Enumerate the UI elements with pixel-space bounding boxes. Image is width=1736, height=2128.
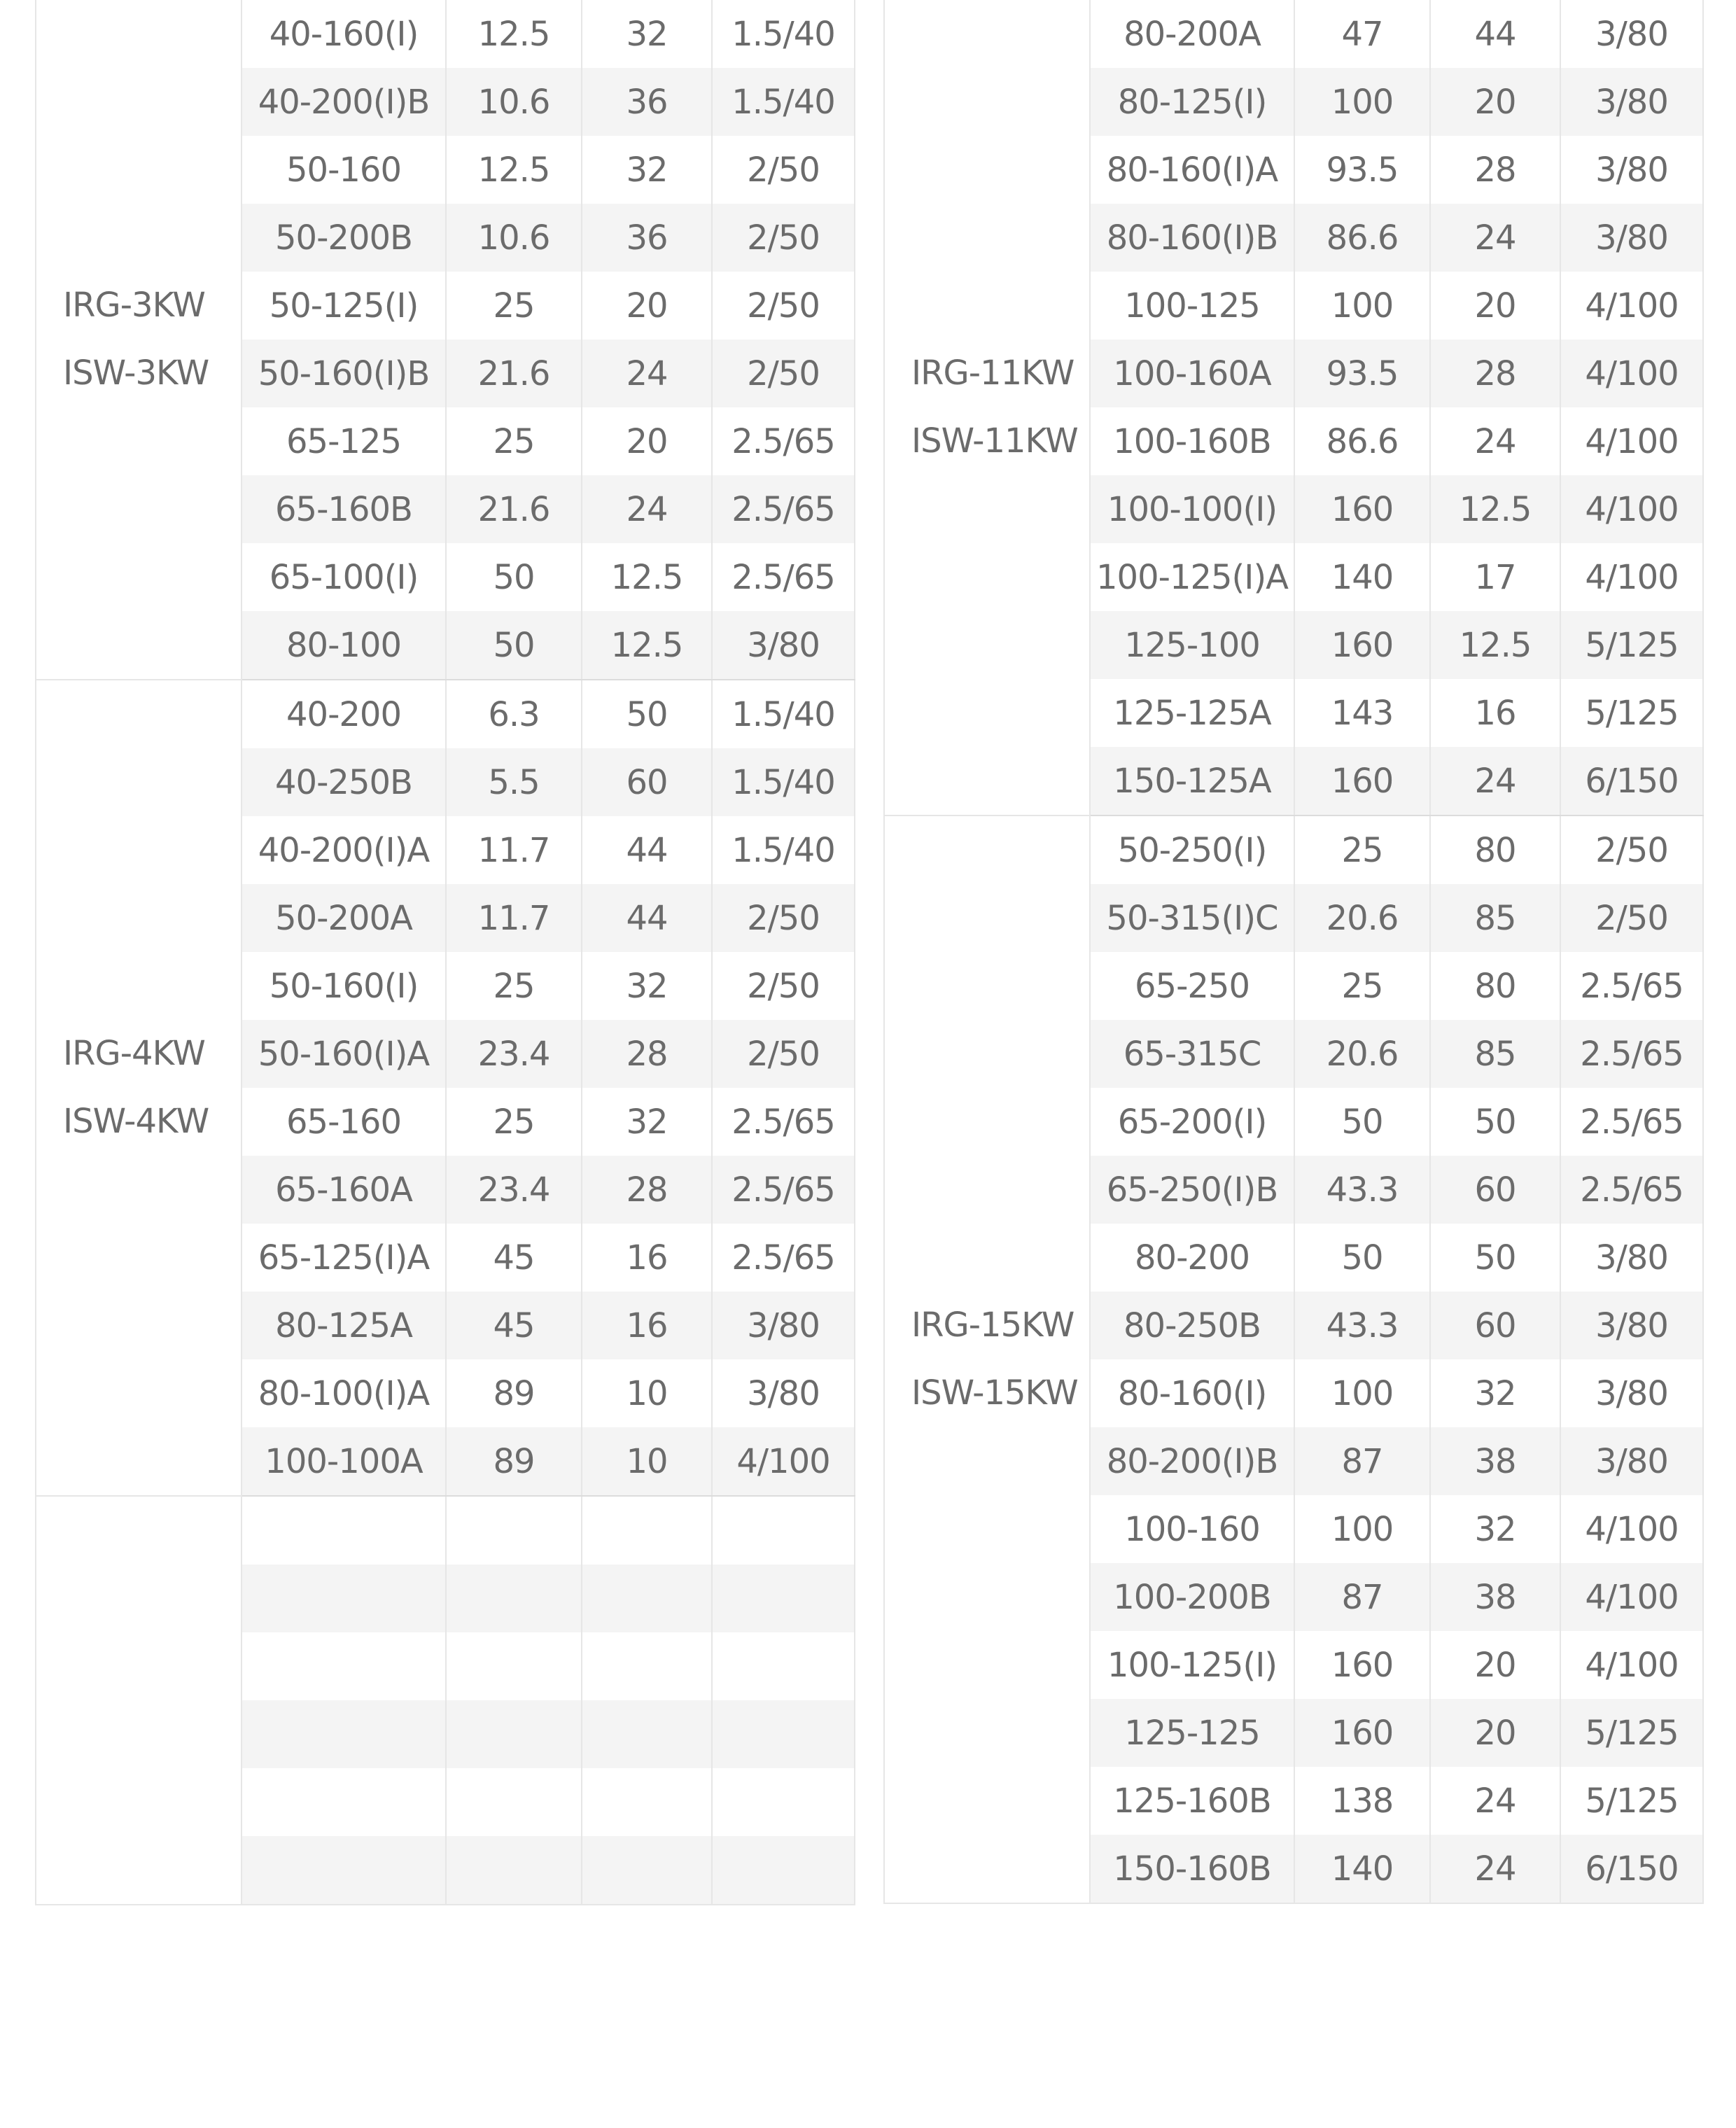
pump-model-cell: 40-250B	[241, 748, 446, 816]
pipe-size-cell: 3/80	[1560, 204, 1703, 272]
head-cell: 32	[582, 1088, 712, 1156]
head-cell: 38	[1430, 1563, 1560, 1631]
pipe-size-cell: 2.5/65	[1560, 952, 1703, 1020]
head-cell: 80	[1430, 816, 1560, 884]
flow-cell: 160	[1294, 1631, 1430, 1699]
pipe-size-cell: 2.5/65	[712, 475, 855, 543]
pump-model-cell: 40-200(I)A	[241, 816, 446, 884]
flow-cell: 11.7	[446, 884, 582, 952]
head-cell: 17	[1430, 543, 1560, 611]
head-cell: 20	[582, 407, 712, 475]
pipe-size-cell: 3/80	[712, 1292, 855, 1359]
pipe-size-cell: 2.5/65	[1560, 1020, 1703, 1088]
flow-cell: 5.5	[446, 748, 582, 816]
pipe-size-cell: 5/125	[1560, 679, 1703, 747]
flow-cell: 20.6	[1294, 1020, 1430, 1088]
head-cell: 85	[1430, 1020, 1560, 1088]
pipe-size-cell: 4/100	[1560, 1631, 1703, 1699]
pump-model-cell: 100-200B	[1090, 1563, 1294, 1631]
pump-model-cell: 125-125	[1090, 1699, 1294, 1767]
model-series-name: ISW-15KW	[911, 1373, 1078, 1413]
head-cell: 24	[1430, 747, 1560, 816]
pipe-size-cell	[712, 1700, 855, 1768]
head-cell: 16	[1430, 679, 1560, 747]
flow-cell: 160	[1294, 1699, 1430, 1767]
flow-cell: 100	[1294, 68, 1430, 136]
flow-cell: 50	[1294, 1088, 1430, 1156]
pipe-size-cell: 3/80	[1560, 136, 1703, 204]
head-cell: 38	[1430, 1427, 1560, 1495]
pipe-size-cell: 2.5/65	[1560, 1156, 1703, 1224]
pipe-size-cell: 3/80	[712, 611, 855, 680]
flow-cell: 100	[1294, 272, 1430, 340]
flow-cell: 160	[1294, 611, 1430, 679]
pipe-size-cell: 3/80	[1560, 0, 1703, 68]
pump-model-cell: 150-160B	[1090, 1835, 1294, 1903]
pump-model-cell: 65-125	[241, 407, 446, 475]
model-series-name: IRG-3KW	[63, 286, 205, 325]
flow-cell: 143	[1294, 679, 1430, 747]
pipe-size-cell: 1.5/40	[712, 0, 855, 68]
head-cell: 16	[582, 1292, 712, 1359]
pump-model-cell: 50-200B	[241, 204, 446, 272]
pump-model-cell: 65-160B	[241, 475, 446, 543]
flow-cell	[446, 1632, 582, 1700]
head-cell: 28	[582, 1156, 712, 1224]
flow-cell: 11.7	[446, 816, 582, 884]
pipe-size-cell: 1.5/40	[712, 748, 855, 816]
model-series-name: IRG-11KW	[911, 354, 1074, 393]
pipe-size-cell: 2/50	[712, 272, 855, 340]
pipe-size-cell: 2.5/65	[712, 1224, 855, 1292]
pipe-size-cell: 4/100	[1560, 340, 1703, 407]
pipe-size-cell: 5/125	[1560, 611, 1703, 679]
pump-model-cell: 50-160	[241, 136, 446, 204]
head-cell: 80	[1430, 952, 1560, 1020]
flow-cell: 12.5	[446, 0, 582, 68]
pump-model-cell: 80-160(I)	[1090, 1359, 1294, 1427]
model-group-label	[36, 1496, 241, 1905]
pipe-size-cell: 2/50	[712, 952, 855, 1020]
pump-model-cell: 125-100	[1090, 611, 1294, 679]
pump-model-cell: 65-250(I)B	[1090, 1156, 1294, 1224]
head-cell: 24	[1430, 1767, 1560, 1835]
pipe-size-cell: 2/50	[1560, 816, 1703, 884]
pump-model-cell: 50-250(I)	[1090, 816, 1294, 884]
head-cell: 85	[1430, 884, 1560, 952]
pump-model-cell: 80-100	[241, 611, 446, 680]
head-cell: 28	[1430, 340, 1560, 407]
flow-cell: 10.6	[446, 204, 582, 272]
flow-cell	[446, 1836, 582, 1905]
pipe-size-cell: 2.5/65	[712, 1088, 855, 1156]
pump-model-cell: 40-200(I)B	[241, 68, 446, 136]
pipe-size-cell: 4/100	[1560, 272, 1703, 340]
head-cell: 12.5	[1430, 475, 1560, 543]
model-series-name: IRG-15KW	[911, 1306, 1074, 1345]
flow-cell: 138	[1294, 1767, 1430, 1835]
flow-cell: 12.5	[446, 136, 582, 204]
flow-cell: 86.6	[1294, 204, 1430, 272]
pipe-size-cell: 3/80	[1560, 1359, 1703, 1427]
head-cell: 20	[1430, 68, 1560, 136]
pump-model-cell: 50-160(I)	[241, 952, 446, 1020]
flow-cell: 140	[1294, 1835, 1430, 1903]
pump-model-cell: 50-160(I)A	[241, 1020, 446, 1088]
model-series-name: ISW-11KW	[911, 421, 1078, 461]
flow-cell: 89	[446, 1427, 582, 1496]
pump-model-cell: 80-100(I)A	[241, 1359, 446, 1427]
pump-model-cell: 50-315(I)C	[1090, 884, 1294, 952]
pipe-size-cell	[712, 1632, 855, 1700]
pump-spec-table-left	[35, 0, 855, 1905]
pipe-size-cell: 4/100	[712, 1427, 855, 1496]
pipe-size-cell: 4/100	[1560, 1495, 1703, 1563]
head-cell	[582, 1564, 712, 1632]
head-cell: 10	[582, 1427, 712, 1496]
flow-cell: 93.5	[1294, 340, 1430, 407]
head-cell: 12.5	[582, 543, 712, 611]
pump-model-cell: 65-160A	[241, 1156, 446, 1224]
table-row	[884, 816, 1703, 884]
model-group-label	[36, 680, 241, 1496]
flow-cell: 21.6	[446, 340, 582, 407]
pipe-size-cell: 2.5/65	[712, 543, 855, 611]
head-cell	[582, 1700, 712, 1768]
pump-model-cell	[241, 1632, 446, 1700]
flow-cell: 160	[1294, 747, 1430, 816]
flow-cell: 25	[446, 1088, 582, 1156]
head-cell: 50	[1430, 1224, 1560, 1292]
flow-cell: 140	[1294, 543, 1430, 611]
pump-model-cell	[241, 1836, 446, 1905]
flow-cell: 25	[446, 952, 582, 1020]
flow-cell: 43.3	[1294, 1292, 1430, 1359]
pipe-size-cell	[712, 1496, 855, 1564]
head-cell: 60	[1430, 1156, 1560, 1224]
pump-model-cell: 80-200(I)B	[1090, 1427, 1294, 1495]
head-cell: 12.5	[582, 611, 712, 680]
pipe-size-cell	[712, 1768, 855, 1836]
pipe-size-cell: 2.5/65	[712, 1156, 855, 1224]
pump-model-cell: 65-100(I)	[241, 543, 446, 611]
head-cell: 32	[1430, 1359, 1560, 1427]
model-series-name: ISW-3KW	[63, 354, 209, 393]
head-cell: 32	[582, 0, 712, 68]
pipe-size-cell: 1.5/40	[712, 680, 855, 748]
pipe-size-cell	[712, 1836, 855, 1905]
pipe-size-cell: 3/80	[712, 1359, 855, 1427]
table-row	[884, 0, 1703, 68]
flow-cell: 25	[1294, 952, 1430, 1020]
flow-cell: 43.3	[1294, 1156, 1430, 1224]
pump-model-cell: 125-125A	[1090, 679, 1294, 747]
head-cell	[582, 1496, 712, 1564]
pump-model-cell: 100-100(I)	[1090, 475, 1294, 543]
flow-cell: 6.3	[446, 680, 582, 748]
head-cell: 10	[582, 1359, 712, 1427]
pump-model-cell: 100-160A	[1090, 340, 1294, 407]
pump-model-cell	[241, 1564, 446, 1632]
pump-model-cell: 100-125	[1090, 272, 1294, 340]
head-cell	[582, 1632, 712, 1700]
pipe-size-cell: 1.5/40	[712, 68, 855, 136]
flow-cell: 86.6	[1294, 407, 1430, 475]
pump-model-cell: 80-125A	[241, 1292, 446, 1359]
pump-model-cell: 50-125(I)	[241, 272, 446, 340]
pipe-size-cell: 2/50	[712, 884, 855, 952]
pump-model-cell: 100-100A	[241, 1427, 446, 1496]
model-series-name: ISW-4KW	[63, 1102, 209, 1141]
head-cell: 20	[582, 272, 712, 340]
pump-model-cell: 80-125(I)	[1090, 68, 1294, 136]
flow-cell: 25	[446, 272, 582, 340]
pump-model-cell: 65-200(I)	[1090, 1088, 1294, 1156]
pump-model-cell: 80-250B	[1090, 1292, 1294, 1359]
flow-cell	[446, 1768, 582, 1836]
head-cell: 50	[582, 680, 712, 748]
flow-cell: 87	[1294, 1427, 1430, 1495]
pump-model-cell: 80-200A	[1090, 0, 1294, 68]
flow-cell: 50	[446, 543, 582, 611]
flow-cell	[446, 1700, 582, 1768]
head-cell: 16	[582, 1224, 712, 1292]
head-cell: 32	[582, 952, 712, 1020]
flow-cell: 23.4	[446, 1156, 582, 1224]
model-series-name: IRG-4KW	[63, 1034, 205, 1073]
head-cell: 28	[582, 1020, 712, 1088]
pump-model-cell: 80-160(I)B	[1090, 204, 1294, 272]
flow-cell: 10.6	[446, 68, 582, 136]
pump-model-cell	[241, 1496, 446, 1564]
flow-cell: 47	[1294, 0, 1430, 68]
pump-model-cell: 80-160(I)A	[1090, 136, 1294, 204]
head-cell: 44	[582, 816, 712, 884]
pump-model-cell: 100-125(I)A	[1090, 543, 1294, 611]
head-cell	[582, 1768, 712, 1836]
pipe-size-cell: 5/125	[1560, 1767, 1703, 1835]
head-cell: 60	[582, 748, 712, 816]
flow-cell	[446, 1496, 582, 1564]
pump-model-cell: 65-250	[1090, 952, 1294, 1020]
pump-model-cell	[241, 1700, 446, 1768]
pump-model-cell: 65-315C	[1090, 1020, 1294, 1088]
pipe-size-cell: 3/80	[1560, 68, 1703, 136]
pipe-size-cell: 3/80	[1560, 1427, 1703, 1495]
head-cell: 32	[1430, 1495, 1560, 1563]
table-row	[36, 680, 855, 748]
flow-cell	[446, 1564, 582, 1632]
flow-cell: 93.5	[1294, 136, 1430, 204]
pump-model-cell: 100-160B	[1090, 407, 1294, 475]
flow-cell: 100	[1294, 1495, 1430, 1563]
flow-cell: 45	[446, 1224, 582, 1292]
pipe-size-cell: 5/125	[1560, 1699, 1703, 1767]
pipe-size-cell: 2.5/65	[712, 407, 855, 475]
head-cell: 36	[582, 204, 712, 272]
pipe-size-cell: 6/150	[1560, 747, 1703, 816]
head-cell: 32	[582, 136, 712, 204]
pipe-size-cell: 2/50	[712, 136, 855, 204]
model-group-label	[884, 816, 1090, 1903]
pipe-size-cell: 1.5/40	[712, 816, 855, 884]
pump-model-cell: 50-160(I)B	[241, 340, 446, 407]
pump-model-cell: 65-160	[241, 1088, 446, 1156]
pump-model-cell: 80-200	[1090, 1224, 1294, 1292]
pipe-size-cell: 4/100	[1560, 407, 1703, 475]
pipe-size-cell: 2.5/65	[1560, 1088, 1703, 1156]
flow-cell: 20.6	[1294, 884, 1430, 952]
pipe-size-cell	[712, 1564, 855, 1632]
pump-model-cell: 100-160	[1090, 1495, 1294, 1563]
pipe-size-cell: 3/80	[1560, 1224, 1703, 1292]
head-cell: 50	[1430, 1088, 1560, 1156]
pipe-size-cell: 6/150	[1560, 1835, 1703, 1903]
flow-cell: 25	[446, 407, 582, 475]
head-cell: 24	[582, 340, 712, 407]
pipe-size-cell: 3/80	[1560, 1292, 1703, 1359]
pump-model-cell: 150-125A	[1090, 747, 1294, 816]
head-cell: 12.5	[1430, 611, 1560, 679]
head-cell: 24	[1430, 407, 1560, 475]
head-cell: 28	[1430, 136, 1560, 204]
pump-model-cell: 125-160B	[1090, 1767, 1294, 1835]
head-cell: 44	[1430, 0, 1560, 68]
pipe-size-cell: 2/50	[712, 1020, 855, 1088]
flow-cell: 89	[446, 1359, 582, 1427]
head-cell: 60	[1430, 1292, 1560, 1359]
table-row	[36, 1496, 855, 1564]
head-cell: 24	[1430, 204, 1560, 272]
head-cell: 20	[1430, 1631, 1560, 1699]
pump-model-cell: 100-125(I)	[1090, 1631, 1294, 1699]
pipe-size-cell: 4/100	[1560, 543, 1703, 611]
flow-cell: 25	[1294, 816, 1430, 884]
model-group-label	[36, 0, 241, 680]
flow-cell: 50	[446, 611, 582, 680]
head-cell: 24	[582, 475, 712, 543]
pump-model-cell: 65-125(I)A	[241, 1224, 446, 1292]
flow-cell: 21.6	[446, 475, 582, 543]
pipe-size-cell: 2/50	[712, 204, 855, 272]
flow-cell: 160	[1294, 475, 1430, 543]
pipe-size-cell: 4/100	[1560, 1563, 1703, 1631]
pump-model-cell: 40-200	[241, 680, 446, 748]
flow-cell: 45	[446, 1292, 582, 1359]
flow-cell: 23.4	[446, 1020, 582, 1088]
model-group-label	[884, 0, 1090, 816]
pump-model-cell	[241, 1768, 446, 1836]
head-cell: 44	[582, 884, 712, 952]
head-cell	[582, 1836, 712, 1905]
pipe-size-cell: 4/100	[1560, 475, 1703, 543]
table-row	[36, 0, 855, 68]
head-cell: 20	[1430, 272, 1560, 340]
flow-cell: 87	[1294, 1563, 1430, 1631]
pipe-size-cell: 2/50	[1560, 884, 1703, 952]
flow-cell: 50	[1294, 1224, 1430, 1292]
pump-model-cell: 40-160(I)	[241, 0, 446, 68]
pump-model-cell: 50-200A	[241, 884, 446, 952]
head-cell: 36	[582, 68, 712, 136]
pump-spec-table-right	[883, 0, 1704, 1904]
flow-cell: 100	[1294, 1359, 1430, 1427]
head-cell: 20	[1430, 1699, 1560, 1767]
head-cell: 24	[1430, 1835, 1560, 1903]
pipe-size-cell: 2/50	[712, 340, 855, 407]
